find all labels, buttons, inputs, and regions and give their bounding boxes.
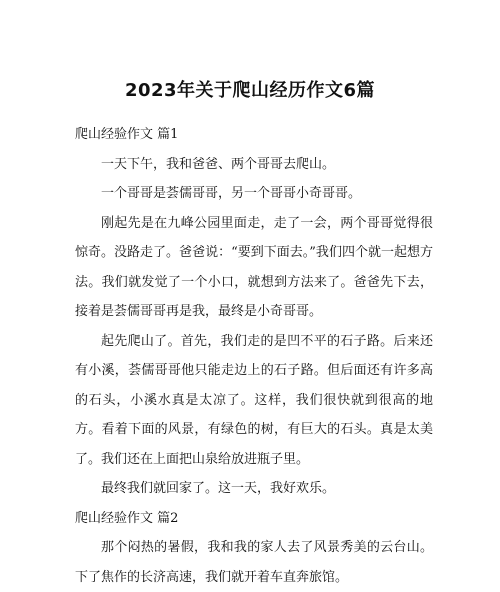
paragraph: 一个哥哥是荟儒哥哥，另一个哥哥小奇哥哥。: [75, 179, 433, 209]
document-body: [75, 120, 433, 592]
document-title: 2023年关于爬山经历作文6篇: [0, 78, 500, 104]
paragraph: 一天下午，我和爸爸、两个哥哥去爬山。: [75, 150, 433, 180]
paragraph: 最终我们就回家了。这一天，我好欢乐。: [75, 474, 433, 504]
paragraph: 那个闷热的暑假，我和我的家人去了风景秀美的云台山。下了焦作的长济高速，我们就开着车直奔旅馆。: [75, 533, 433, 592]
essay-section-1: [75, 120, 433, 504]
essay-section-2: [75, 504, 433, 592]
section-heading: 爬山经验作文 篇1: [75, 120, 433, 150]
paragraph: 刚起先是在九峰公园里面走，走了一会，两个哥哥觉得很惊奇。没路走了。爸爸说：“要到下面去。”我们四个就一起想方法。我们就发觉了一个小口，就想到方法来了。爸爸先下去，接着是荟儒哥哥再是我，最终是小奇哥哥。: [75, 209, 433, 327]
paragraph: 起先爬山了。首先，我们走的是凹不平的石子路。后来还有小溪，荟儒哥哥他只能走边上的石子路。但后面还有许多高的石头，小溪水真是太凉了。这样，我们很快就到很高的地方。看着下面的风景，有绿色的树，有巨大的石头。真是太美了。我们还在上面把山泉给放进瓶子里。: [75, 327, 433, 475]
section-heading: 爬山经验作文 篇2: [75, 504, 433, 534]
